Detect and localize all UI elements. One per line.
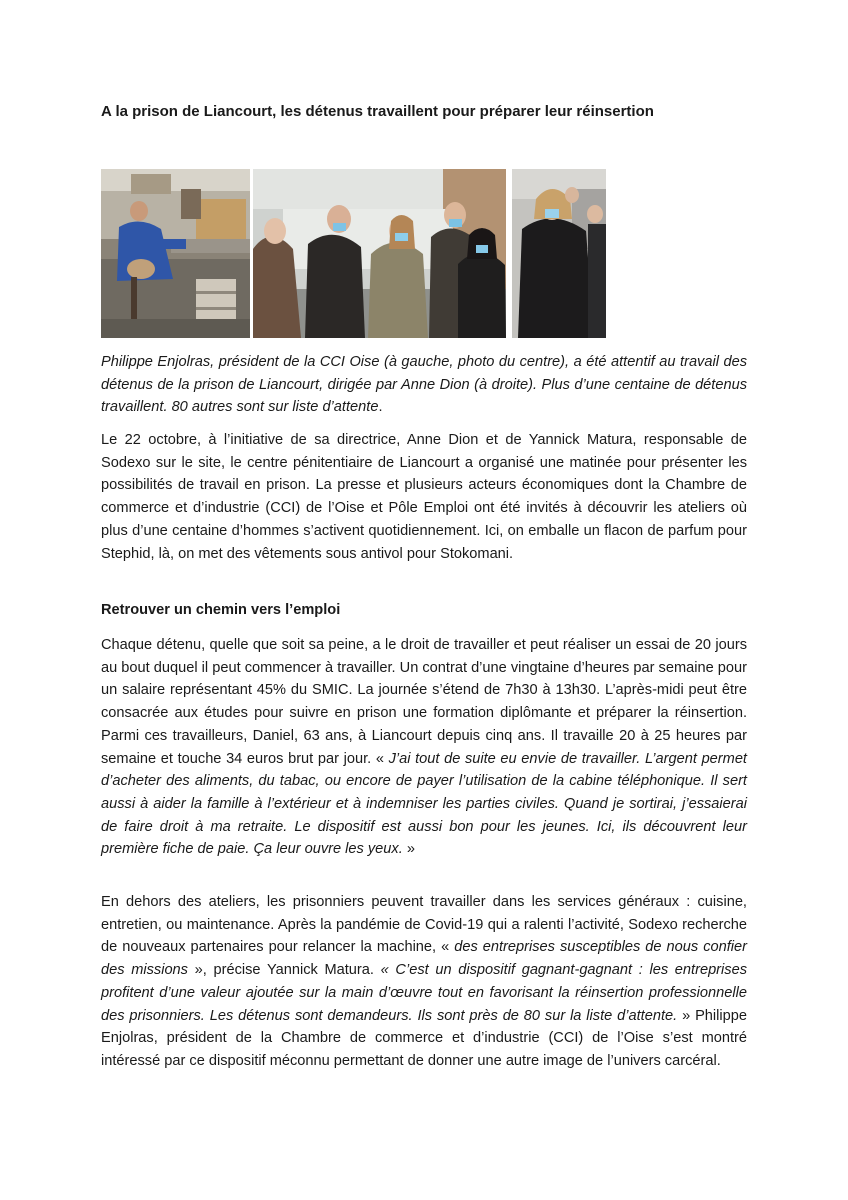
paragraph-2	[101, 634, 747, 861]
photo-strip	[101, 169, 747, 338]
matura-quote-2: « C’est un dispositif gagnant-gagnant : les entreprises profitent d’une valeur ajoutée sur la main d’œuvre tout en favorisant la réinsertion professionnelle des prisonniers. Les détenus sont demandeurs. Ils sont près de 80 sur la liste d’attente.	[101, 962, 747, 1024]
article-title: A la prison de Liancourt, les détenus travaillent pour préparer leur réinsertion	[101, 103, 654, 120]
director-photo	[512, 169, 606, 338]
photo-caption	[101, 351, 747, 419]
paragraph-2-intro: Chaque détenu, quelle que soit sa peine, a le droit de travailler et peut réaliser un essai de 20 jours au bout duquel il peut commencer à travailler. Un contrat d’une vingtaine d’heures par semaine pour un salaire représentant 45% du SMIC. La journée s’étend de 7h30 à 13h30. L’après-midi peut être consacrée aux études pour suivre en prison une formation diplômante et préparer la réinsertion. Parmi ces travailleurs, Daniel, 63 ans, à Liancourt depuis cinq ans. Il travaille 20 à 25 heures par semaine et touche 34 euros brut par jour. «	[101, 637, 747, 767]
matura-quote-1: des entreprises susceptibles de nous confier des missions	[101, 939, 747, 979]
visitors-group-photo	[253, 169, 506, 338]
daniel-quote: J’ai tout de suite eu envie de travailler. L’argent permet d’acheter des aliments, du tabac, ou encore de payer l’utilisation de la cabine téléphonique. Il sert aussi à aider la famille à l’extérieur et à indemniser les parties civiles. Quand je sortirai, j’essaierai de faire droit à ma retraite. Le dispositif est aussi bon pour les jeunes. Ici, ils découvrent leur première fiche de paie. Ça leur ouvre les yeux.	[101, 750, 747, 858]
paragraph-3-part-b: », précise Yannick Matura.	[187, 962, 381, 979]
caption-text: Philippe Enjolras, président de la CCI Oise (à gauche, photo du centre), a été attentif au travail des détenus de la prison de Liancourt, dirigée par Anne Dion (à droite). Plus d’une centaine de détenus travaillent. 80 autres sont sur liste d’attente	[101, 354, 747, 416]
section-subheading: Retrouver un chemin vers l’emploi	[101, 602, 341, 618]
paragraph-1: Le 22 octobre, à l’initiative de sa directrice, Anne Dion et de Yannick Matura, responsable de Sodexo sur le site, le centre pénitentiaire de Liancourt a organisé une matinée pour présenter les possibilités de travail en prison. La presse et plusieurs acteurs économiques dont la Chambre de commerce et d’industrie (CCI) de l’Oise et Pôle Emploi ont été invités à découvrir les ateliers où plus d’une centaine d’hommes s’activent quotidiennement. Ici, on emballe un flacon de parfum pour Stephid, là, on met des vêtements sous antivol pour Stokomani.	[101, 432, 747, 562]
paragraph-3-part-c: » Philippe Enjolras, président de la Chambre de commerce et d’industrie (CCI) de l’Oise s’est montré intéressé par ce dispositif méconnu permettant de donner une autre image de l’univers carcéral.	[101, 1007, 747, 1069]
paragraph-3	[101, 891, 747, 1073]
paragraph-2-close: »	[402, 841, 415, 858]
workshop-photo	[101, 169, 250, 338]
caption-period: .	[378, 399, 383, 416]
paragraph-3-part-a: En dehors des ateliers, les prisonniers peuvent travailler dans les services généraux : cuisine, entretien, ou maintenance. Après la pandémie de Covid-19 qui a ralenti l’activité, Sodexo recherche de nouveaux partenaires pour relancer la machine, «	[101, 894, 747, 956]
